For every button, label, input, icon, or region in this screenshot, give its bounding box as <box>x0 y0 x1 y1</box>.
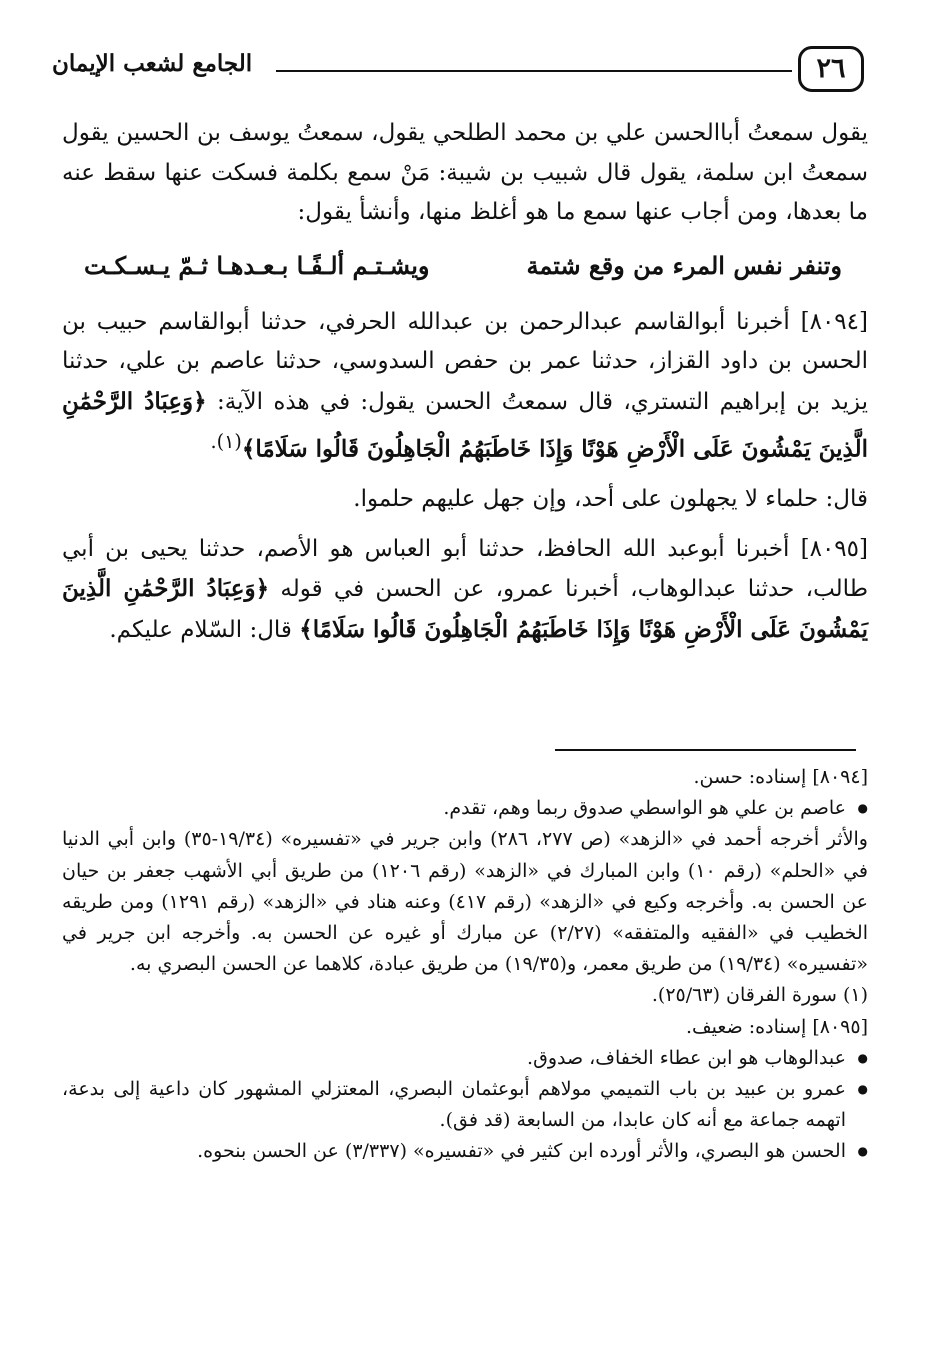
narration-8095-chain: [٨٠٩٥] أخبرنا أبوعبد الله الحافظ، حدثنا أبو العباس هو الأصم، حدثنا يحيى بن أبي طالب، حدثنا عبدالوهاب، أخبرنا عمرو، عن الحسن في قوله <box>62 535 868 603</box>
verse-first-hemistich: وتنفر نفس المرء من وقع شتمة <box>526 250 842 280</box>
narration-8094-comment: قال: حلماء لا يجهلون على أحد، وإن جهل عليهم حلموا. <box>353 486 868 513</box>
footnote-heading-8094: [٨٠٩٤] إسناده: حسن. <box>693 766 868 788</box>
narration-8094-chain: [٨٠٩٤] أخبرنا أبوالقاسم عبدالرحمن بن عبدالله الحرفي، حدثنا أبوالقاسم حبيب بن الحسن بن داود القزاز، حدثنا عمر بن حفص السدوسي، حدثنا عاصم بن علي، حدثنا يزيد بن إبراهيم التستري، قال سمعتُ الحسن يقول: في هذه الآية: <box>62 308 869 415</box>
paragraph-quote: يقول سمعتُ أباالحسن علي بن محمد الطلحي يقول، سمعتُ يوسف بن الحسين يقول سمعتُ ابن سلمة، يقول قال شبيب بن شيبة: مَنْ سمع بكلمة فسكت عنها سقط عنه ما بعدها، ومن أجاب عنها سمع ما هو أغلظ منها، وأنشأ يقول: <box>62 120 868 225</box>
footnote-marker: (١). <box>210 430 242 453</box>
main-text <box>62 114 868 650</box>
footnote-text: والأثر أخرجه أحمد في «الزهد» (ص ٢٧٧، ٢٨٦) وابن جرير في «تفسيره» (١٩/٣٤-٣٥) وابن أبي الدنيا في «الحلم» (رقم ١٠) وابن المبارك في «الزهد» (رقم ١٢٠٦) من طريق أبي الأشهب جعفر بن حيان عن الحسن به. وأخرجه وكيع في «الزهد» (رقم ٤١٧) وعنه هناد في «الزهد» (رقم ١٢٩١) ومن طريقه الخطيب في «الفقيه والمتفقه» (٢/٢٧) عن مبارك أو غيره عن الحسن به. وأخرجه ابن جرير في «تفسيره» (١٩/٣٤) من طريق معمر، و(١٩/٣٥) من طريق عبادة، كلاهما عن الحسن البصري به. <box>62 828 868 976</box>
quran-verse: ﴿وَعِبَادُ الرَّحْمَٰنِ الَّذِينَ يَمْشُونَ عَلَى الْأَرْضِ هَوْنًا وَإِذَا خَاطَبَهُمُ الْجَاهِلُونَ قَالُوا سَلَامًا﴾ <box>62 387 868 463</box>
quran-verse-2: ﴿وَعِبَادُ الرَّحْمَٰنِ الَّذِينَ يَمْشُونَ عَلَى الْأَرْضِ هَوْنًا وَإِذَا خَاطَبَهُمُ الْجَاهِلُونَ قَالُوا سَلَامًا﴾ <box>62 575 868 643</box>
poetry-verse <box>84 246 842 286</box>
page-number: ٢٦ <box>798 46 864 92</box>
footnote-bullet: ● الحسن هو البصري، والأثر أورده ابن كثير في «تفسيره» (٣/٣٣٧) عن الحسن بنحوه. <box>62 1136 868 1167</box>
footnote-heading-8095: [٨٠٩٥] إسناده: ضعيف. <box>685 1015 868 1038</box>
footnote-reference: (١) سورة الفرقان (٢٥/٦٣). <box>651 984 868 1007</box>
footnote-bullet: ● عمرو بن عبيد بن باب التميمي مولاهم أبوعثمان البصري، المعتزلي المشهور كان داعية إلى بدعة، اتهمه جماعة مع أنه كان عابدا، من السابعة (قد فق). <box>62 1074 868 1136</box>
footnote-bullet: ● عبدالوهاب هو ابن عطاء الخفاف، صدوق. <box>62 1043 868 1074</box>
narration-8094 <box>62 303 868 471</box>
book-title: الجامع لشعب الإيمان <box>52 50 253 77</box>
footnotes-section <box>62 762 868 1168</box>
header-rule <box>276 70 792 72</box>
footnote-bullet: ● عاصم بن علي هو الواسطي صدوق ربما وهم، تقدم. <box>62 793 868 824</box>
verse-second-hemistich: ويشـتـم ألـفًـا بـعـدهـا ثـمّ يـسـكـت <box>84 250 430 280</box>
narration-8095-end: قال: السّلام عليكم. <box>109 616 292 643</box>
narration-8095 <box>62 530 868 651</box>
page-header <box>52 46 864 100</box>
footnote-separator <box>555 749 856 751</box>
